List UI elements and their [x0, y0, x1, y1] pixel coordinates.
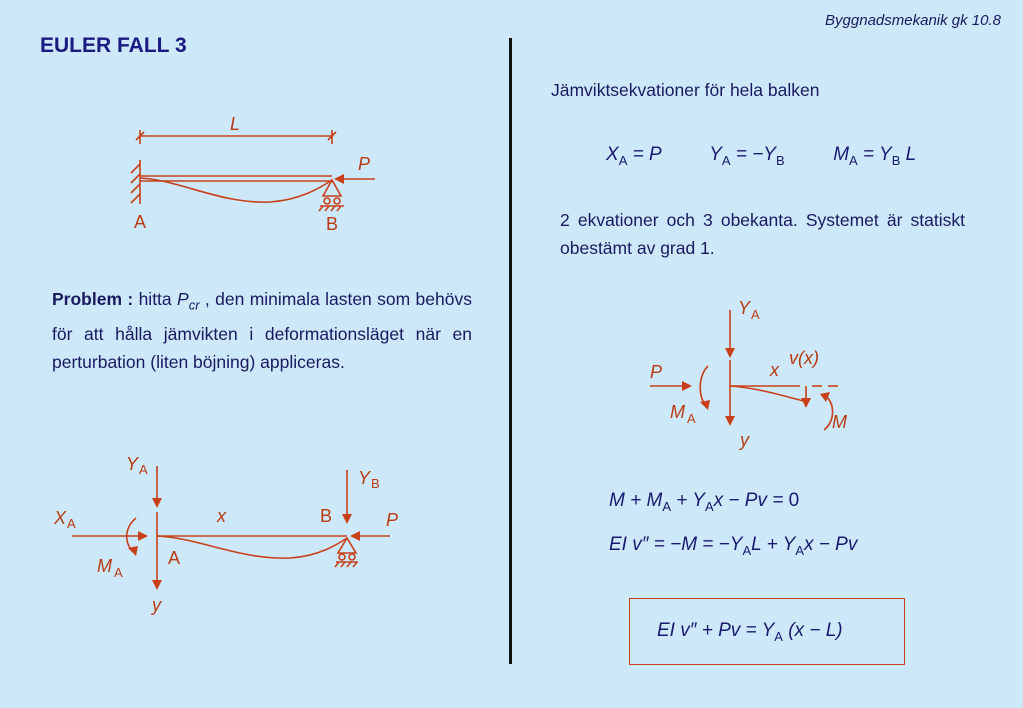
section-vx-label: v(x) [789, 348, 819, 368]
section-ma-subscript: A [687, 411, 696, 426]
eq-ma-sub2: B [891, 152, 901, 168]
support-b-label: B [326, 214, 339, 234]
moment-eq-part-c: x − Pv = [713, 490, 789, 511]
moment-eq-zero: 0 [788, 490, 800, 511]
diff-eq-part-a: EI v″ = −M = −Y [609, 534, 743, 555]
free-body-diagram [50, 448, 410, 628]
yb-subscript: B [371, 476, 380, 491]
problem-statement [52, 285, 472, 376]
moment-eq-part-b: + Y [670, 490, 705, 511]
course-header: Byggnadsmekanik gk 10.8 [825, 12, 1001, 29]
eq-ya: Y [709, 144, 722, 165]
eq-ya-sub: A [721, 152, 731, 168]
problem-text-1: hitta [133, 289, 178, 309]
moment-eq-sub-a: A [662, 498, 671, 514]
section-diagram [640, 290, 870, 455]
eq-xa-rhs: = P [627, 144, 661, 165]
x-axis-label: x [217, 506, 226, 526]
differential-equation [609, 534, 857, 558]
moment-equation [609, 490, 799, 514]
page-title: EULER FALL 3 [40, 34, 187, 57]
length-label: L [230, 114, 241, 134]
section-x-label: x [770, 360, 779, 380]
diff-eq-sub-b: A [795, 542, 805, 558]
boxed-eq-part-b: (x − L) [782, 620, 843, 641]
ya-subscript: A [139, 462, 148, 477]
section-y-label: y [740, 430, 749, 450]
eq-ma-sub: A [849, 152, 858, 168]
equilibrium-equations [606, 144, 916, 168]
moment-eq-part-a: M + M [609, 490, 663, 511]
problem-text-2: , den minimala lasten som behövs för att hålla jämvikten i deformationsläget när en perturbation (liten böjning) appliceras. [52, 289, 472, 372]
pcr-symbol: P [177, 289, 189, 309]
support-a-label: A [134, 212, 147, 232]
ma-subscript: A [114, 565, 123, 580]
eq-xa: X [606, 144, 619, 165]
eq-ma-mid: = Y [857, 144, 892, 165]
equilibrium-intro: Jämviktsekvationer för hela balken [551, 80, 820, 100]
eq-ya-sub2: B [775, 152, 785, 168]
y-axis-label: y [152, 595, 161, 615]
yb-label: Y [358, 468, 371, 488]
eq-ma-end: L [900, 144, 917, 165]
beam-diagram [120, 108, 390, 238]
eq-ma: M [833, 144, 850, 165]
section-m-label: M [832, 412, 847, 432]
boxed-equation [657, 620, 843, 644]
eq-xa-sub: A [618, 152, 628, 168]
diff-eq-part-b: L + Y [751, 534, 796, 555]
statics-statement: 2 ekvationer och 3 obekanta. Systemet är statiskt obestämt av grad 1. [560, 210, 965, 258]
section-p-label: P [650, 362, 663, 382]
pcr-subscript: cr [188, 297, 200, 313]
ya-label: Y [126, 454, 139, 474]
problem-label: Problem : [52, 289, 134, 309]
ma-label: M [97, 556, 112, 576]
diff-eq-part-c: x − Pv [804, 534, 858, 555]
boxed-eq-part-a: EI v″ + Pv = Y [657, 620, 775, 641]
section-ya-subscript: A [751, 307, 760, 322]
diff-eq-sub-a: A [742, 542, 752, 558]
moment-eq-sub-b: A [704, 498, 714, 514]
xa-subscript: A [67, 516, 76, 531]
eq-ya-mid: = −Y [730, 144, 776, 165]
point-b-label: B [320, 506, 333, 526]
column-divider [509, 38, 512, 664]
boxed-eq-sub-a: A [774, 628, 783, 644]
load-p-label: P [386, 510, 399, 530]
point-a-label: A [168, 548, 181, 568]
xa-label: X [54, 508, 67, 528]
section-ya-label: Y [738, 298, 751, 318]
section-ma-label: M [670, 402, 685, 422]
load-label: P [358, 154, 371, 174]
